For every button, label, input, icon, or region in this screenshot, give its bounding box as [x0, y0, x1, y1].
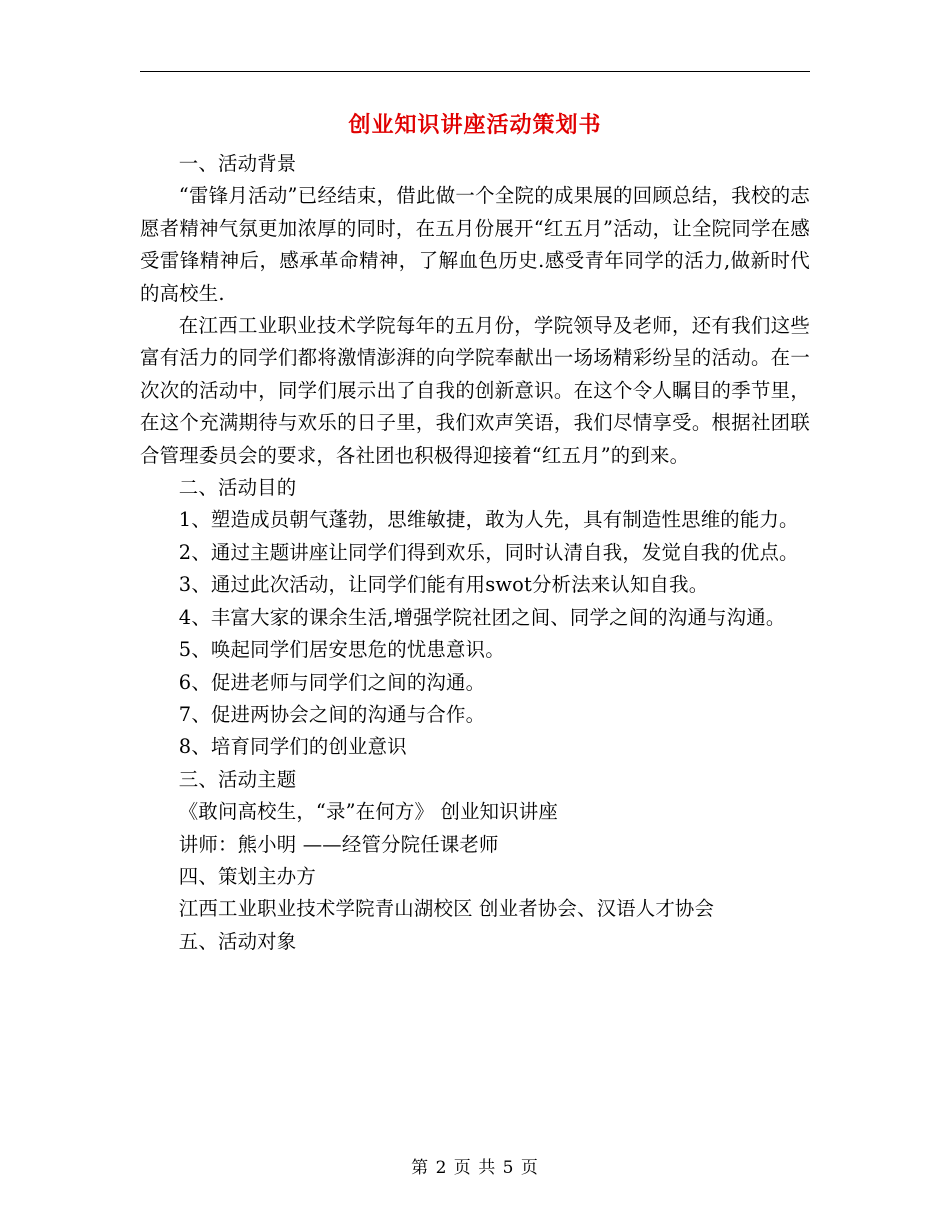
organizer-line: 江西工业职业技术学院青山湖校区 创业者协会、汉语人才协会	[178, 897, 715, 921]
document-body	[140, 148, 810, 958]
header-rule	[140, 71, 810, 72]
purpose-item-6: 6、促进老师与同学们之间的沟通。	[178, 670, 486, 694]
heading-background: 一、活动背景	[178, 152, 297, 175]
purpose-item-8: 8、培育同学们的创业意识	[178, 735, 407, 759]
heading-organizer: 四、策划主办方	[178, 864, 316, 888]
lecturer-line: 讲师：熊小明 ——经管分院任课老师	[178, 832, 499, 856]
heading-theme: 三、活动主题	[178, 767, 297, 791]
purpose-item-2: 2、通过主题讲座让同学们得到欢乐，同时认清自我，发觉自我的优点。	[178, 540, 799, 564]
page-number-footer: 第 2 页 共 5 页	[411, 1158, 539, 1178]
purpose-item-5: 5、唤起同学们居安思危的忧患意识。	[178, 638, 505, 662]
purpose-item-3: 3、通过此次活动，让同学们能有用swot分析法来认知自我。	[178, 573, 709, 597]
theme-title: 《敢问高校生，“录”在何方》 创业知识讲座	[178, 800, 559, 824]
heading-purpose: 二、活动目的	[178, 476, 297, 500]
document-title: 创业知识讲座活动策划书	[348, 112, 602, 138]
paragraph-background-2: 在江西工业职业技术学院每年的五月份，学院领导及老师，还有我们这些富有活力的同学们都将激情澎湃的向学院奉献出一场场精彩纷呈的活动。在一次次的活动中，同学们展示出了自我的创新意识。在这个令人瞩目的季节里，在这个充满期待与欢乐的日子里，我们欢声笑语，我们尽情享受。根据社团联合管理委员会的要求，各社团也积极得迎接着“红五月”的到来。	[140, 314, 810, 467]
paragraph-background-1: “雷锋月活动”已经结束，借此做一个全院的成果展的回顾总结，我校的志愿者精神气氛更加浓厚的同时，在五月份展开“红五月”活动，让全院同学在感受雷锋精神后，感承革命精神，了解血色历史.感受青年同学的活力,做新时代的高校生.	[140, 184, 810, 305]
purpose-item-1: 1、塑造成员朝气蓬勃，思维敏捷，敢为人先，具有制造性思维的能力。	[178, 508, 799, 532]
purpose-item-7: 7、促进两协会之间的沟通与合作。	[178, 702, 486, 726]
purpose-item-4: 4、丰富大家的课余生活,增强学院社团之间、同学之间的沟通与沟通。	[178, 605, 786, 629]
heading-audience: 五、活动对象	[178, 929, 297, 953]
